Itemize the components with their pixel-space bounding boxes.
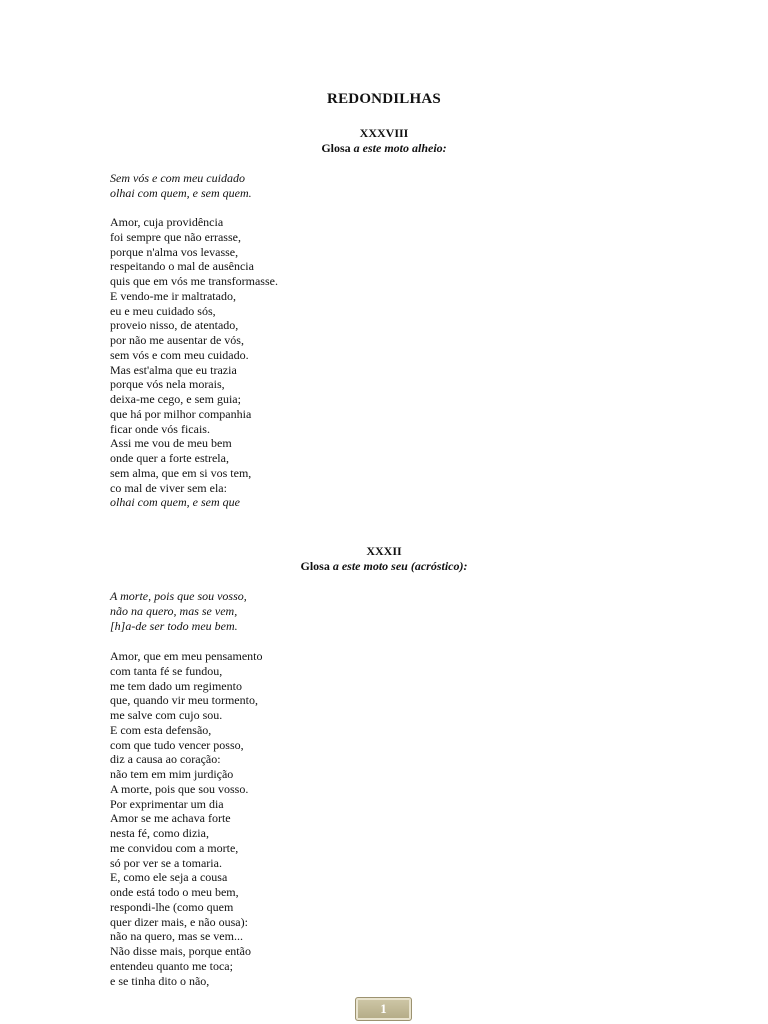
- verse-line: não na quero, mas se vem...: [110, 929, 243, 944]
- verse-line: por não me ausentar de vós,: [110, 333, 244, 347]
- verse-line: onde está todo o meu bem,: [110, 885, 239, 899]
- verse-line: me tem dado um regimento: [110, 678, 242, 693]
- verse-line: não tem em mim jurdição: [110, 767, 234, 781]
- verse-line: foi sempre que não errasse,: [110, 229, 241, 244]
- verse-line: que há por milhor companhia: [110, 406, 252, 421]
- page-title: REDONDILHAS: [327, 91, 441, 107]
- verse-line: Não disse mais, porque então: [110, 944, 251, 958]
- motto-line: não na quero, mas se vem,: [110, 603, 238, 618]
- motto-line: olhai com quem, e sem quem.: [110, 185, 252, 200]
- verse-line: Amor, que em meu pensamento: [110, 649, 263, 663]
- verse-line: respeitando o mal de ausência: [110, 259, 254, 274]
- motto-block-2: [110, 589, 670, 633]
- verse-block-1: [110, 215, 670, 510]
- verse-line: e se tinha dito o não,: [110, 973, 210, 988]
- verse-line: porque n'alma vos levasse,: [110, 244, 239, 259]
- section-glosa: [0, 559, 768, 574]
- verse-line: me convidou com a morte,: [110, 840, 239, 855]
- verse-line: que, quando vir meu tormento,: [110, 693, 258, 708]
- verse-line: Mas est'alma que eu trazia: [110, 362, 237, 377]
- verse-line: diz a causa ao coração:: [110, 752, 221, 767]
- section-number: XXXVIII: [359, 126, 409, 140]
- motto-block-1: [110, 171, 670, 201]
- verse-line: com tanta fé se fundou,: [110, 663, 223, 678]
- motto-line: Sem vós e com meu cuidado: [110, 171, 245, 185]
- page-number-badge: 1: [355, 997, 412, 1021]
- glosa-label: Glosa: [321, 141, 351, 155]
- glosa-description: a este moto seu (acróstico):: [332, 559, 468, 573]
- verse-line: sem vós e com meu cuidado.: [110, 347, 249, 362]
- section-header-2: [0, 544, 768, 574]
- motto-line: A morte, pois que sou vosso,: [110, 589, 247, 603]
- verse-line: só por ver se a tomaria.: [110, 855, 222, 870]
- section-number: XXXII: [366, 544, 402, 558]
- verse-line-refrain: olhai com quem, e sem que: [110, 495, 240, 510]
- verse-line: E, como ele seja a cousa: [110, 870, 228, 885]
- verse-line: entendeu quanto me toca;: [110, 958, 233, 973]
- verse-line: eu e meu cuidado sós,: [110, 303, 216, 318]
- verse-line: com que tudo vencer posso,: [110, 737, 244, 752]
- verse-line: Por exprimentar um dia: [110, 796, 224, 811]
- verse-line: deixa-me cego, e sem guia;: [110, 392, 241, 406]
- verse-line: Amor, cuja providência: [110, 215, 224, 229]
- verse-line: me salve com cujo sou.: [110, 708, 223, 722]
- verse-line: A morte, pois que sou vosso.: [110, 781, 249, 796]
- verse-line: onde quer a forte estrela,: [110, 451, 229, 465]
- section-header-1: [0, 126, 768, 156]
- motto-line: [h]a-de ser todo meu bem.: [110, 618, 238, 633]
- verse-line: porque vós nela morais,: [110, 377, 225, 392]
- glosa-description: a este moto alheio:: [353, 141, 447, 155]
- verse-line: quer dizer mais, e não ousa):: [110, 914, 248, 929]
- verse-line: Assi me vou de meu bem: [110, 436, 232, 451]
- verse-line: quis que em vós me transformasse.: [110, 274, 278, 288]
- verse-line: E com esta defensão,: [110, 722, 212, 737]
- verse-line: E vendo-me ir maltratado,: [110, 288, 236, 303]
- verse-line: proveio nisso, de atentado,: [110, 318, 239, 333]
- verse-line: respondi-lhe (como quem: [110, 899, 234, 914]
- verse-line: nesta fé, como dizia,: [110, 826, 209, 840]
- verse-block-2: [110, 649, 670, 988]
- glosa-label: Glosa: [300, 559, 330, 573]
- verse-line: Amor se me achava forte: [110, 811, 231, 826]
- section-glosa: [0, 141, 768, 156]
- verse-line: co mal de viver sem ela:: [110, 480, 227, 495]
- verse-line: sem alma, que em si vos tem,: [110, 465, 252, 480]
- verse-line: ficar onde vós ficais.: [110, 421, 210, 436]
